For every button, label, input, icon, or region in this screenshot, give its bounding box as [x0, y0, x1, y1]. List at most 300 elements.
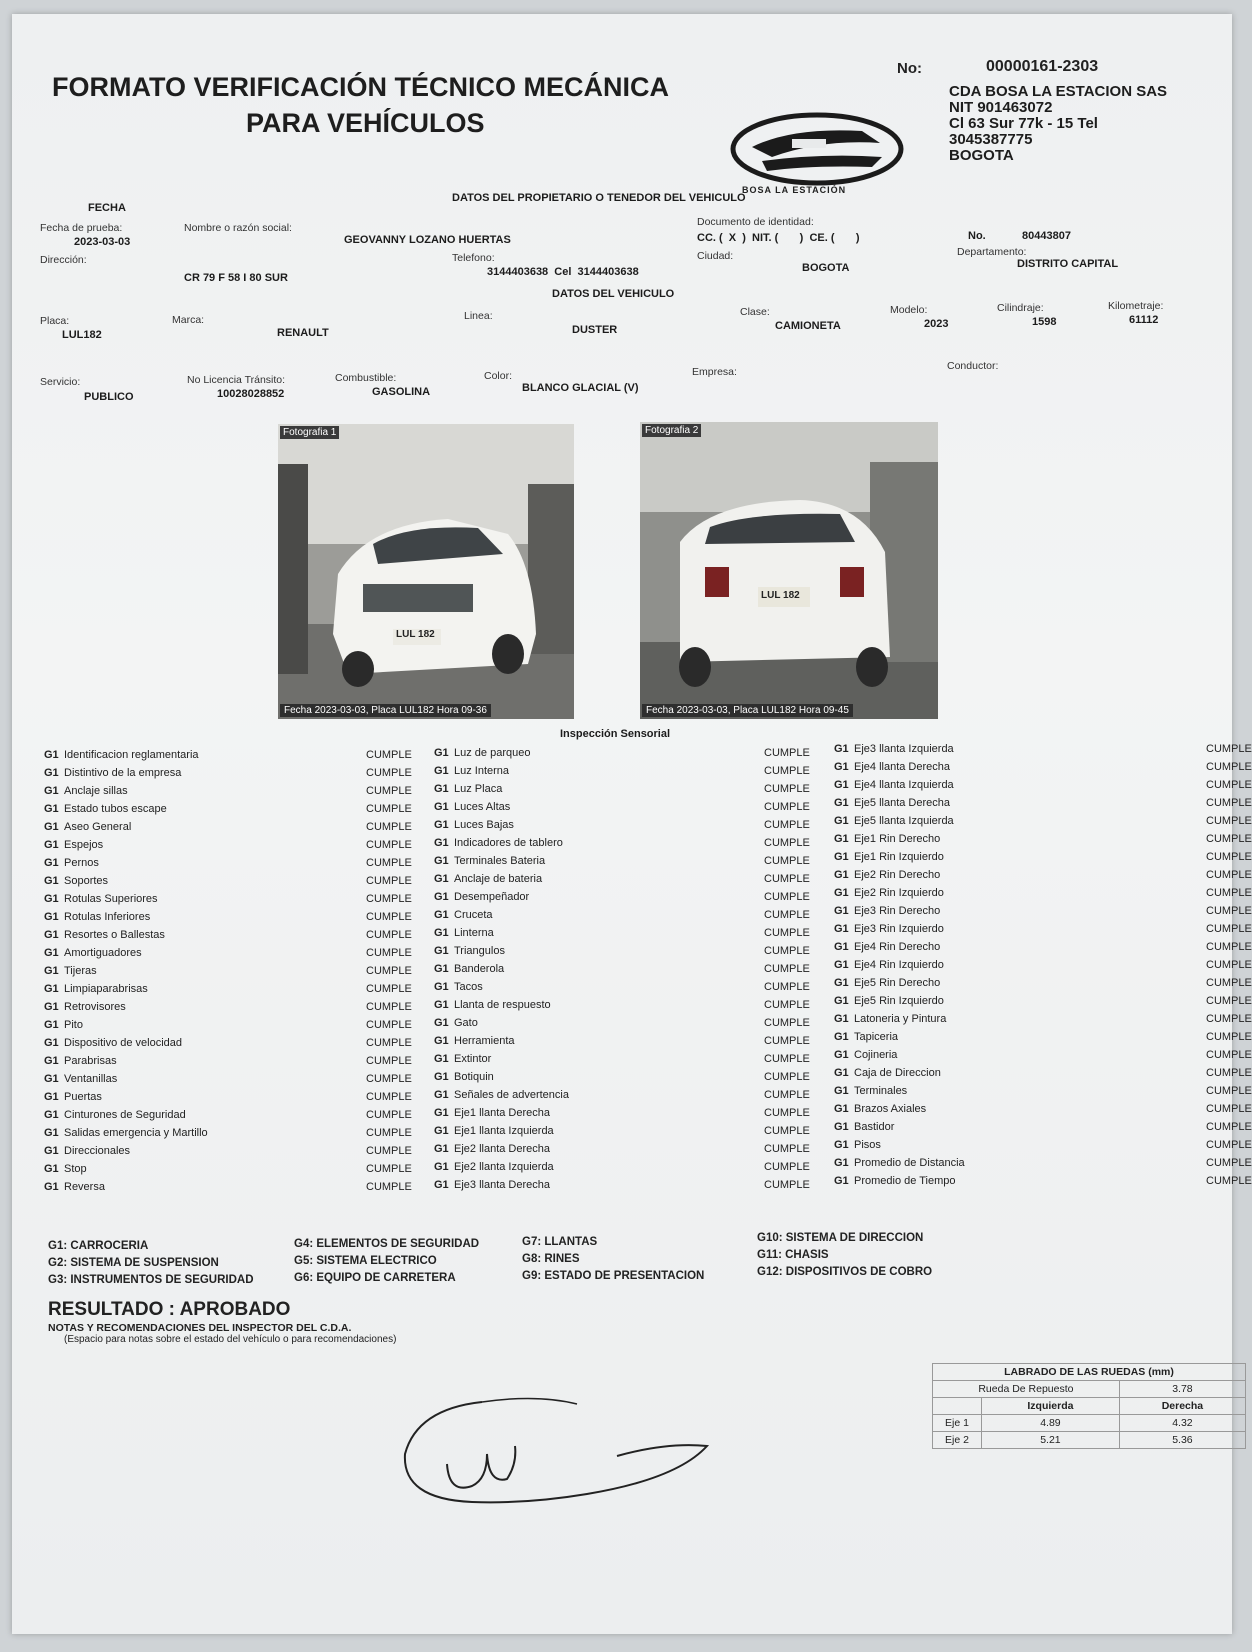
- inspection-row: [434, 1086, 814, 1104]
- inspection-group: G1: [44, 785, 59, 797]
- inspection-group: G1: [434, 981, 449, 993]
- servicio-label: Servicio:: [40, 376, 81, 388]
- inspection-item-name: Resortes o Ballestas: [64, 929, 165, 941]
- inspection-row: [834, 1118, 1252, 1136]
- inspection-item-name: Retrovisores: [64, 1001, 126, 1013]
- cilindraje-label: Cilindraje:: [997, 302, 1044, 314]
- inspection-result: CUMPLE: [1206, 1013, 1252, 1025]
- departamento-label: Departamento:: [957, 246, 1027, 258]
- legend-g3: G3: INSTRUMENTOS DE SEGURIDAD: [48, 1274, 254, 1286]
- inspection-result: CUMPLE: [764, 1107, 810, 1119]
- inspection-row: [44, 1106, 414, 1124]
- inspection-group: G1: [44, 983, 59, 995]
- inspection-group: G1: [834, 941, 849, 953]
- inspection-group: G1: [434, 891, 449, 903]
- inspection-item-name: Terminales: [854, 1085, 908, 1097]
- inspection-result: CUMPLE: [366, 1109, 412, 1121]
- legend-g9: G9: ESTADO DE PRESENTACION: [522, 1270, 705, 1282]
- inspection-row: [834, 794, 1252, 812]
- inspection-group: G1: [44, 749, 59, 761]
- marca-label: Marca:: [172, 314, 205, 326]
- legend-col-3: [522, 1234, 704, 1285]
- legend-col-2: [294, 1236, 479, 1287]
- inspection-row: [434, 1122, 814, 1140]
- inspection-item-name: Promedio de Tiempo: [854, 1175, 956, 1187]
- inspection-group: G1: [834, 1103, 849, 1115]
- inspection-group: G1: [44, 1073, 59, 1085]
- vehicle-section-title: DATOS DEL VEHICULO: [552, 288, 675, 300]
- combustible-label: Combustible:: [335, 372, 397, 384]
- inspection-row: [434, 798, 814, 816]
- documento-label: Documento de identidad:: [697, 216, 814, 228]
- clase-label: Clase:: [740, 306, 770, 318]
- linea-label: Linea:: [464, 310, 493, 322]
- inspection-row: [44, 890, 414, 908]
- placa-value: LUL182: [62, 329, 102, 341]
- inspection-row: [44, 872, 414, 890]
- inspection-result: CUMPLE: [366, 1055, 412, 1067]
- company-address: Cl 63 Sur 77k - 15 Tel: [949, 115, 1098, 132]
- inspection-result: CUMPLE: [366, 911, 412, 923]
- departamento-value: DISTRITO CAPITAL: [1017, 258, 1119, 270]
- inspection-result: CUMPLE: [366, 875, 412, 887]
- inspection-group: G1: [434, 1143, 449, 1155]
- inspection-result: CUMPLE: [366, 1181, 412, 1193]
- conductor-label: Conductor:: [947, 360, 999, 372]
- company-phone: 3045387775: [949, 131, 1033, 148]
- inspection-item-name: Banderola: [454, 963, 505, 975]
- tread-header-right: Derecha: [1119, 1398, 1245, 1415]
- inspection-result: CUMPLE: [764, 1089, 810, 1101]
- inspection-result: CUMPLE: [366, 1001, 412, 1013]
- inspection-result: CUMPLE: [764, 909, 810, 921]
- inspection-row: [44, 1070, 414, 1088]
- inspection-row: [44, 1088, 414, 1106]
- inspection-group: G1: [44, 1163, 59, 1175]
- inspection-row: [44, 1052, 414, 1070]
- tread-depth-table: [932, 1363, 1246, 1449]
- inspection-group: G1: [44, 911, 59, 923]
- inspection-item-name: Terminales Bateria: [454, 855, 546, 867]
- inspection-item-name: Eje3 Rin Derecho: [854, 905, 941, 917]
- legend-g10: G10: SISTEMA DE DIRECCION: [757, 1232, 924, 1244]
- inspection-group: G1: [434, 819, 449, 831]
- inspection-item-name: Cruceta: [454, 909, 493, 921]
- inspection-item-name: Llanta de respuesto: [454, 999, 551, 1011]
- inspection-row: [834, 830, 1252, 848]
- inspection-group: G1: [834, 905, 849, 917]
- inspection-group: G1: [434, 747, 449, 759]
- inspection-group: G1: [834, 1157, 849, 1169]
- inspection-result: CUMPLE: [366, 821, 412, 833]
- inspection-result: CUMPLE: [764, 837, 810, 849]
- inspection-row: [834, 1100, 1252, 1118]
- inspection-result: CUMPLE: [366, 857, 412, 869]
- inspection-group: G1: [434, 801, 449, 813]
- inspection-group: G1: [44, 1145, 59, 1157]
- inspection-row: [44, 764, 414, 782]
- inspection-group: G1: [44, 1037, 59, 1049]
- tread-header-left: Izquierda: [982, 1398, 1120, 1415]
- inspection-result: CUMPLE: [366, 1145, 412, 1157]
- inspection-column-2: [434, 744, 814, 1204]
- inspection-row: [434, 906, 814, 924]
- inspection-group: G1: [434, 1017, 449, 1029]
- inspection-group: G1: [434, 1053, 449, 1065]
- inspection-item-name: Eje4 Rin Derecho: [854, 941, 941, 953]
- inspection-result: CUMPLE: [1206, 815, 1252, 827]
- inspection-row: [44, 998, 414, 1016]
- inspection-result: CUMPLE: [764, 945, 810, 957]
- inspection-group: G1: [434, 909, 449, 921]
- inspection-row: [434, 816, 814, 834]
- inspection-row: [834, 1064, 1252, 1082]
- inspection-result: CUMPLE: [1206, 761, 1252, 773]
- linea-value: DUSTER: [572, 324, 618, 336]
- legend-g1: G1: CARROCERIA: [48, 1240, 149, 1252]
- inspection-row: [434, 762, 814, 780]
- inspection-group: G1: [44, 1181, 59, 1193]
- inspection-result: CUMPLE: [1206, 1157, 1252, 1169]
- inspection-item-name: Desempeñador: [454, 891, 530, 903]
- marca-value: RENAULT: [277, 327, 329, 339]
- inspection-item-name: Señales de advertencia: [454, 1089, 569, 1101]
- inspection-row: [834, 884, 1252, 902]
- inspection-item-name: Eje1 llanta Derecha: [454, 1107, 551, 1119]
- inspection-item-name: Latoneria y Pintura: [854, 1013, 947, 1025]
- inspection-row: [434, 1140, 814, 1158]
- inspection-row: [434, 1176, 814, 1194]
- inspection-group: G1: [834, 833, 849, 845]
- kilometraje-value: 61112: [1129, 314, 1159, 326]
- inspection-item-name: Dispositivo de velocidad: [64, 1037, 183, 1049]
- inspection-group: G1: [434, 855, 449, 867]
- inspection-item-name: Ventanillas: [64, 1073, 118, 1085]
- inspection-item-name: Pernos: [64, 857, 99, 869]
- inspection-item-name: Eje5 Rin Derecho: [854, 977, 941, 989]
- photo1-caption: Fecha 2023-03-03, Placa LUL182 Hora 09-36: [280, 704, 491, 717]
- inspection-row: [834, 1172, 1252, 1190]
- inspection-item-name: Rotulas Superiores: [64, 893, 158, 905]
- inspection-row: [434, 744, 814, 762]
- combustible-value: GASOLINA: [372, 386, 431, 398]
- inspection-group: G1: [44, 767, 59, 779]
- inspection-result: CUMPLE: [366, 1127, 412, 1139]
- tread-axle: Eje 2: [933, 1432, 982, 1449]
- inspection-row: [434, 1050, 814, 1068]
- inspection-group: G1: [44, 875, 59, 887]
- inspection-item-name: Eje2 llanta Izquierda: [454, 1161, 554, 1173]
- inspection-result: CUMPLE: [366, 893, 412, 905]
- inspection-item-name: Indicadores de tablero: [454, 837, 563, 849]
- inspection-group: G1: [44, 965, 59, 977]
- inspection-row: [834, 758, 1252, 776]
- inspection-row: [44, 1124, 414, 1142]
- logo-text: BOSA LA ESTACIÓN: [742, 185, 847, 195]
- inspection-row: [834, 938, 1252, 956]
- inspection-item-name: Eje1 Rin Derecho: [854, 833, 941, 845]
- inspection-result: CUMPLE: [1206, 869, 1252, 881]
- certificate-no-label: No:: [897, 60, 922, 77]
- inspection-result: CUMPLE: [764, 891, 810, 903]
- inspection-group: G1: [834, 869, 849, 881]
- inspection-item-name: Promedio de Distancia: [854, 1157, 965, 1169]
- inspection-item-name: Parabrisas: [64, 1055, 117, 1067]
- owner-section-title: DATOS DEL PROPIETARIO O TENEDOR DEL VEHICULO: [452, 192, 746, 204]
- inspection-group: G1: [44, 1091, 59, 1103]
- empresa-label: Empresa:: [692, 366, 737, 378]
- inspection-result: CUMPLE: [1206, 743, 1252, 755]
- inspection-item-name: Luces Bajas: [454, 819, 514, 831]
- inspection-result: CUMPLE: [1206, 887, 1252, 899]
- inspection-group: G1: [834, 797, 849, 809]
- inspection-result: CUMPLE: [1206, 977, 1252, 989]
- tread-left: 4.89: [982, 1415, 1120, 1432]
- inspection-group: G1: [44, 1055, 59, 1067]
- inspection-column-3: [834, 740, 1252, 1200]
- inspection-result: CUMPLE: [366, 1091, 412, 1103]
- inspection-item-name: Tapiceria: [854, 1031, 899, 1043]
- inspection-result: CUMPLE: [764, 1071, 810, 1083]
- inspection-group: G1: [44, 1019, 59, 1031]
- inspection-result: CUMPLE: [1206, 779, 1252, 791]
- inspection-result: CUMPLE: [764, 747, 810, 759]
- legend-g2: G2: SISTEMA DE SUSPENSION: [48, 1257, 219, 1269]
- inspection-result: CUMPLE: [1206, 1031, 1252, 1043]
- inspection-result: CUMPLE: [1206, 797, 1252, 809]
- inspection-item-name: Eje5 llanta Izquierda: [854, 815, 954, 827]
- inspection-result: CUMPLE: [1206, 905, 1252, 917]
- inspection-item-name: Luces Altas: [454, 801, 511, 813]
- inspection-item-name: Pisos: [854, 1139, 881, 1151]
- inspection-item-name: Eje1 llanta Izquierda: [454, 1125, 554, 1137]
- tread-right: 5.36: [1119, 1432, 1245, 1449]
- inspection-group: G1: [834, 1139, 849, 1151]
- inspection-group: G1: [834, 761, 849, 773]
- inspection-row: [44, 962, 414, 980]
- inspection-row: [434, 942, 814, 960]
- inspection-item-name: Gato: [454, 1017, 478, 1029]
- inspection-row: [834, 866, 1252, 884]
- inspection-group: G1: [834, 959, 849, 971]
- nombre-value: GEOVANNY LOZANO HUERTAS: [344, 234, 511, 246]
- inspection-group: G1: [834, 923, 849, 935]
- inspection-item-name: Eje1 Rin Izquierdo: [854, 851, 944, 863]
- inspection-row: [44, 944, 414, 962]
- legend-col-4: [757, 1230, 932, 1281]
- inspection-result: CUMPLE: [764, 819, 810, 831]
- inspection-group: G1: [834, 1031, 849, 1043]
- inspection-row: [834, 974, 1252, 992]
- legend-g5: G5: SISTEMA ELECTRICO: [294, 1255, 437, 1267]
- tread-right: 4.32: [1119, 1415, 1245, 1432]
- inspection-row: [434, 834, 814, 852]
- inspection-item-name: Pito: [64, 1019, 83, 1031]
- inspection-item-name: Herramienta: [454, 1035, 515, 1047]
- inspection-group: G1: [434, 1161, 449, 1173]
- inspection-item-name: Luz Interna: [454, 765, 510, 777]
- nombre-label: Nombre o razón social:: [184, 222, 292, 234]
- inspection-group: G1: [44, 929, 59, 941]
- clase-value: CAMIONETA: [775, 320, 841, 332]
- inspection-result: CUMPLE: [764, 783, 810, 795]
- inspection-column-1: [44, 746, 414, 1206]
- inspection-item-name: Botiquin: [454, 1071, 494, 1083]
- inspection-group: G1: [834, 1085, 849, 1097]
- inspection-item-name: Stop: [64, 1163, 87, 1175]
- inspection-row: [834, 776, 1252, 794]
- inspection-result: CUMPLE: [764, 1161, 810, 1173]
- inspection-row: [834, 1028, 1252, 1046]
- inspection-result: CUMPLE: [1206, 851, 1252, 863]
- inspection-row: [434, 780, 814, 798]
- tread-header-axle: [933, 1398, 982, 1415]
- inspection-row: [834, 848, 1252, 866]
- inspection-row: [44, 1178, 414, 1196]
- inspector-signature: [377, 1384, 727, 1524]
- inspection-item-name: Distintivo de la empresa: [64, 767, 182, 779]
- inspection-group: G1: [44, 821, 59, 833]
- inspection-group: G1: [834, 1049, 849, 1061]
- document-title-line1: FORMATO VERIFICACIÓN TÉCNICO MECÁNICA: [52, 72, 669, 102]
- kilometraje-label: Kilometraje:: [1108, 300, 1164, 312]
- inspection-result: CUMPLE: [764, 1179, 810, 1191]
- placa-label: Placa:: [40, 315, 70, 327]
- inspection-item-name: Eje3 llanta Izquierda: [854, 743, 954, 755]
- inspection-result: CUMPLE: [764, 873, 810, 885]
- inspection-result: CUMPLE: [764, 801, 810, 813]
- inspection-result: CUMPLE: [1206, 941, 1252, 953]
- inspection-item-name: Eje4 llanta Izquierda: [854, 779, 954, 791]
- inspection-row: [434, 1068, 814, 1086]
- inspection-group: G1: [44, 1001, 59, 1013]
- inspection-row: [434, 978, 814, 996]
- inspection-result: CUMPLE: [366, 803, 412, 815]
- inspection-group: G1: [44, 839, 59, 851]
- inspection-item-name: Anclaje sillas: [64, 785, 128, 797]
- inspection-group: G1: [434, 837, 449, 849]
- inspection-title: Inspección Sensorial: [560, 728, 671, 740]
- notes-title: NOTAS Y RECOMENDACIONES DEL INSPECTOR DEL C.D.A.: [48, 1322, 352, 1334]
- inspection-result: CUMPLE: [366, 929, 412, 941]
- inspection-row: [834, 992, 1252, 1010]
- inspection-group: G1: [44, 893, 59, 905]
- company-logo: [712, 109, 922, 199]
- inspection-result: CUMPLE: [366, 947, 412, 959]
- inspection-item-name: Tijeras: [64, 965, 97, 977]
- inspection-group: G1: [834, 743, 849, 755]
- tread-spare-value: 3.78: [1119, 1381, 1245, 1398]
- inspection-result: CUMPLE: [764, 927, 810, 939]
- inspection-group: G1: [834, 1175, 849, 1187]
- inspection-item-name: Eje4 llanta Derecha: [854, 761, 951, 773]
- inspection-row: [834, 812, 1252, 830]
- inspection-result: CUMPLE: [366, 839, 412, 851]
- legend-g4: G4: ELEMENTOS DE SEGURIDAD: [294, 1238, 480, 1250]
- modelo-value: 2023: [924, 318, 949, 330]
- inspection-row: [834, 1046, 1252, 1064]
- company-city: BOGOTA: [949, 147, 1014, 164]
- color-value: BLANCO GLACIAL (V): [522, 382, 639, 394]
- inspection-row: [834, 1010, 1252, 1028]
- tread-row: [933, 1415, 1246, 1432]
- fecha-prueba-value: 2023-03-03: [74, 236, 131, 248]
- inspection-item-name: Eje2 Rin Izquierdo: [854, 887, 944, 899]
- inspection-group: G1: [434, 1089, 449, 1101]
- inspection-result: CUMPLE: [1206, 959, 1252, 971]
- documento-no-value: 80443807: [1022, 230, 1071, 242]
- inspection-item-name: Cojineria: [854, 1049, 898, 1061]
- inspection-group: G1: [434, 1035, 449, 1047]
- inspection-row: [834, 1154, 1252, 1172]
- photo2-plate: LUL 182: [761, 590, 800, 601]
- legend-g7: G7: LLANTAS: [522, 1236, 598, 1248]
- inspection-row: [44, 782, 414, 800]
- inspection-row: [44, 1034, 414, 1052]
- inspection-item-name: Triangulos: [454, 945, 505, 957]
- ciudad-value: BOGOTA: [802, 262, 850, 274]
- inspection-item-name: Amortiguadores: [64, 947, 142, 959]
- inspection-item-name: Reversa: [64, 1181, 105, 1193]
- inspection-row: [44, 1142, 414, 1160]
- inspection-row: [834, 956, 1252, 974]
- inspection-result: CUMPLE: [1206, 995, 1252, 1007]
- inspection-row: [434, 924, 814, 942]
- fecha-section-title: FECHA: [88, 202, 126, 214]
- legend-col-1: [48, 1238, 254, 1289]
- inspection-result: CUMPLE: [366, 767, 412, 779]
- inspection-item-name: Eje2 llanta Derecha: [454, 1143, 551, 1155]
- telefono-label: Telefono:: [452, 252, 495, 264]
- inspection-result: CUMPLE: [366, 1163, 412, 1175]
- inspection-group: G1: [434, 999, 449, 1011]
- inspection-group: G1: [834, 851, 849, 863]
- inspection-group: G1: [834, 887, 849, 899]
- inspection-item-name: Bastidor: [854, 1121, 895, 1133]
- vehicle-photo-front: [278, 424, 574, 719]
- inspection-result: CUMPLE: [1206, 1049, 1252, 1061]
- inspection-item-name: Cinturones de Seguridad: [64, 1109, 186, 1121]
- modelo-label: Modelo:: [890, 304, 928, 316]
- inspection-item-name: Limpiaparabrisas: [64, 983, 148, 995]
- photo2-caption: Fecha 2023-03-03, Placa LUL182 Hora 09-45: [642, 704, 853, 717]
- inspection-row: [44, 1016, 414, 1034]
- inspection-result: CUMPLE: [764, 999, 810, 1011]
- inspection-group: G1: [834, 995, 849, 1007]
- inspection-row: [834, 1082, 1252, 1100]
- inspection-result: CUMPLE: [1206, 1103, 1252, 1115]
- inspection-row: [44, 800, 414, 818]
- result-text: RESULTADO : APROBADO: [48, 1299, 291, 1320]
- inspection-result: CUMPLE: [1206, 1067, 1252, 1079]
- inspection-result: CUMPLE: [366, 983, 412, 995]
- color-label: Color:: [484, 370, 513, 382]
- inspection-item-name: Brazos Axiales: [854, 1103, 927, 1115]
- inspection-item-name: Eje2 Rin Derecho: [854, 869, 941, 881]
- licencia-value: 10028028852: [217, 388, 285, 400]
- inspection-result: CUMPLE: [366, 749, 412, 761]
- inspection-row: [434, 1032, 814, 1050]
- photo1-plate: LUL 182: [396, 629, 435, 640]
- inspection-row: [834, 902, 1252, 920]
- inspection-result: CUMPLE: [366, 1019, 412, 1031]
- inspection-item-name: Caja de Direccion: [854, 1067, 941, 1079]
- inspection-item-name: Salidas emergencia y Martillo: [64, 1127, 208, 1139]
- inspection-result: CUMPLE: [1206, 1121, 1252, 1133]
- inspection-item-name: Aseo General: [64, 821, 132, 833]
- inspection-item-name: Extintor: [454, 1053, 492, 1065]
- servicio-value: PUBLICO: [84, 391, 134, 403]
